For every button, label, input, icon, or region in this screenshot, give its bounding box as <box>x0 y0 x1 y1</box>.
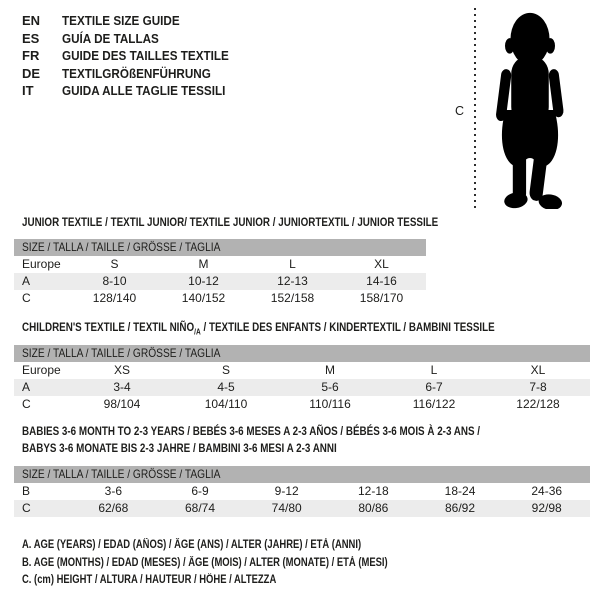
table-cell: 68/74 <box>184 501 216 515</box>
table-cell: XL <box>374 257 389 271</box>
table-row <box>14 273 426 290</box>
footnote: A. AGE (YEARS) / EDAD (AÑOS) / ÂGE (ANS) / ALTER (JAHRE) / ETÀ (ANNI) <box>22 539 362 551</box>
language-code: DE <box>22 65 41 81</box>
height-measure-label: C <box>455 104 465 118</box>
row-label: A <box>22 274 31 288</box>
section-heading-line: CHILDREN'S TEXTILE / TEXTIL $NIÑO_{/A}$ / TEXTILE DES ENFANTS / KINDERTEXTIL / BAMBINI TESSILE <box>22 320 495 337</box>
table-cell: 74/80 <box>271 501 302 515</box>
table-row <box>14 379 590 396</box>
section-heading-babies <box>22 423 581 457</box>
row-label: C <box>22 397 31 411</box>
baby-silhouette-icon <box>487 9 573 209</box>
table-cell: 92/98 <box>531 501 562 515</box>
size-table-junior <box>14 239 426 307</box>
table-cell: S <box>110 257 119 271</box>
row-label: C <box>22 501 31 515</box>
language-code: ES <box>22 30 40 46</box>
table-cell: 110/116 <box>309 397 351 411</box>
table-cell: 62/68 <box>98 501 129 515</box>
section-heading-junior <box>22 214 530 231</box>
table-row <box>14 256 426 273</box>
language-row <box>22 82 247 100</box>
language-row <box>22 47 247 65</box>
language-row <box>22 65 247 83</box>
section-heading-children <box>22 319 598 340</box>
language-title: GUIDE DES TAILLES TEXTILE <box>62 48 229 63</box>
table-row <box>14 290 426 307</box>
language-row <box>22 12 247 30</box>
table-cell: 7-8 <box>529 380 547 394</box>
language-code: FR <box>22 48 40 63</box>
table-cell: 98/104 <box>103 397 141 411</box>
language-code: IT <box>22 83 34 98</box>
table-cell: 9-12 <box>274 484 299 498</box>
section-heading-line: BABYS 3-6 MONATE BIS 2-3 JAHRE / BAMBINI 3-6 MESI A 2-3 ANNI <box>22 441 337 455</box>
table-cell: 104/110 <box>204 397 248 411</box>
language-list <box>22 12 247 100</box>
table-cell: 10-12 <box>188 274 219 288</box>
table-cell: 5-6 <box>321 380 339 394</box>
table-cell: 140/152 <box>181 291 226 305</box>
footnote: B. AGE (MONTHS) / EDAD (MESES) / ÂGE (MOIS) / ALTER (MONATE) / ETÀ (MESI) <box>22 556 388 569</box>
table-header-row: SIZE / TALLA / TAILLE / GRÖSSE / TAGLIA <box>14 239 426 256</box>
table-cell: 8-10 <box>102 274 127 288</box>
language-title: TEXTILE SIZE GUIDE <box>62 13 180 28</box>
table-cell: 24-36 <box>531 484 563 498</box>
row-label: C <box>22 291 31 305</box>
table-cell: 128/140 <box>92 291 137 305</box>
table-cell: 158/170 <box>359 291 404 305</box>
table-header-row: SIZE / TALLA / TAILLE / GRÖSSE / TAGLIA <box>14 345 590 362</box>
row-label: A <box>22 380 31 394</box>
table-cell: 122/128 <box>516 397 560 411</box>
table-cell: L <box>289 257 296 271</box>
size-table-children <box>14 345 590 413</box>
table-cell: 80/86 <box>358 501 389 515</box>
language-title: TEXTILGRÖßENFÜHRUNG <box>62 65 211 81</box>
size-table-babies <box>14 466 590 517</box>
height-measure-dotted-line <box>474 8 476 212</box>
table-cell: 12-18 <box>358 484 389 498</box>
table-row <box>14 500 590 517</box>
table-cell: XS <box>113 363 130 377</box>
table-row <box>14 483 590 500</box>
table-cell: M <box>198 257 209 271</box>
table-cell: S <box>221 363 230 377</box>
table-cell: 3-6 <box>104 484 122 498</box>
section-heading-line: JUNIOR TEXTILE / TEXTIL JUNIOR/ TEXTILE JUNIOR / JUNIORTEXTIL / JUNIOR TESSILE <box>22 215 439 229</box>
table-cell: L <box>430 363 438 377</box>
language-code: EN <box>22 13 41 28</box>
language-row <box>22 30 247 48</box>
row-label: Europe <box>22 363 61 377</box>
table-row <box>14 396 590 413</box>
table-cell: 6-9 <box>191 484 209 498</box>
language-title: GUÍA DE TALLAS <box>62 30 159 46</box>
row-label: Europe <box>22 257 61 271</box>
table-cell: M <box>325 363 335 377</box>
footnote: C. (cm) HEIGHT / ALTURA / HAUTEUR / HÖHE / ALTEZZA <box>22 574 277 586</box>
table-cell: 86/92 <box>445 501 476 515</box>
footnotes <box>22 537 468 590</box>
table-cell: 116/122 <box>412 397 456 411</box>
table-cell: 14-16 <box>366 274 397 288</box>
table-row <box>14 362 590 379</box>
table-cell: 12-13 <box>277 274 308 288</box>
table-cell: XL <box>530 363 546 377</box>
table-cell: 6-7 <box>425 380 443 394</box>
row-label: B <box>22 484 31 498</box>
table-cell: 152/158 <box>270 291 315 305</box>
table-header-row: SIZE / TALLA / TAILLE / GRÖSSE / TAGLIA <box>14 466 590 483</box>
section-heading-line: BABIES 3-6 MONTH TO 2-3 YEARS / BEBÉS 3-6 MESES A 2-3 AÑOS / BÉBÉS 3-6 MOIS À 2-3 ANS / <box>22 424 481 438</box>
table-cell: 18-24 <box>444 484 476 498</box>
table-cell: 3-4 <box>113 380 131 394</box>
table-cell: 4-5 <box>217 380 235 394</box>
language-title: GUIDA ALLE TAGLIE TESSILI <box>62 83 226 98</box>
